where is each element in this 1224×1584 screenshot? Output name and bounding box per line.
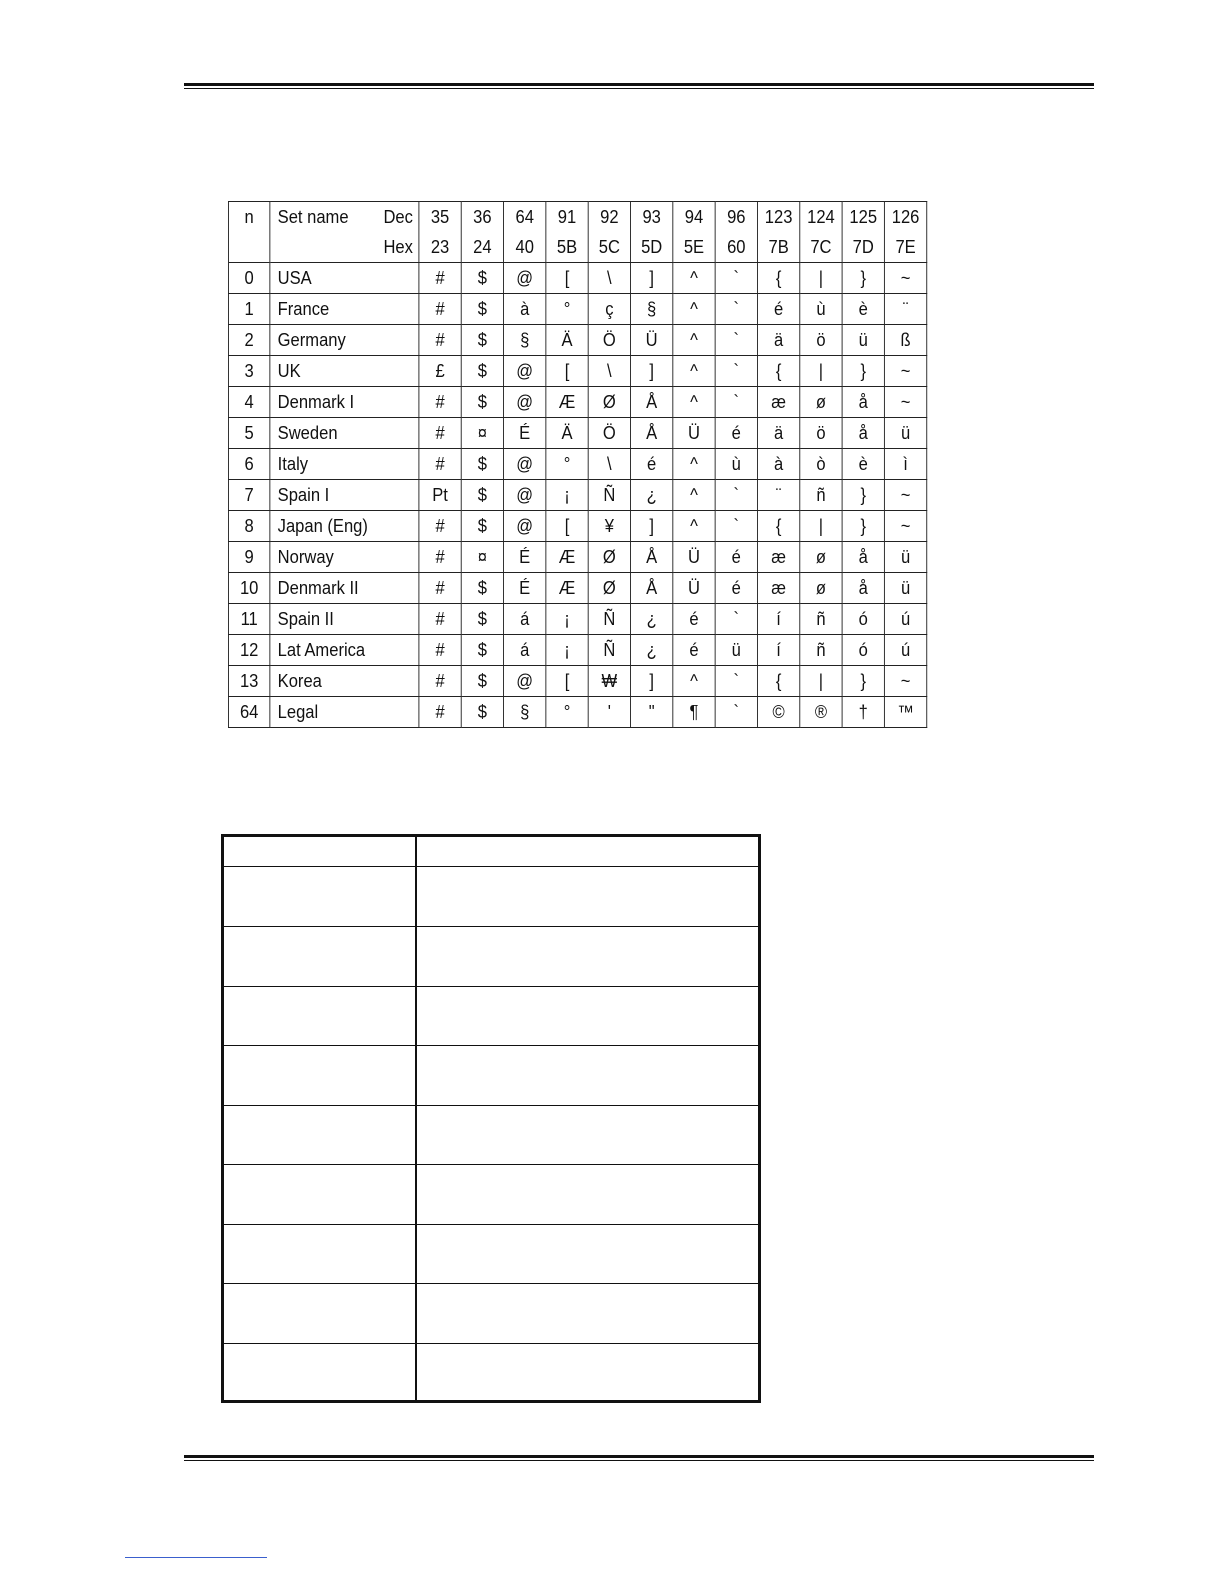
header-rule — [184, 83, 1094, 89]
set-name: Sweden — [270, 418, 419, 449]
table-row — [228, 666, 926, 697]
char-cell: ^ — [673, 356, 715, 387]
char-cell: ì — [884, 449, 926, 480]
char-cell: ^ — [673, 294, 715, 325]
char-cell: é — [715, 418, 757, 449]
char-cell: Æ — [546, 573, 588, 604]
table-row — [228, 294, 926, 325]
set-name: Italy — [270, 449, 419, 480]
table-row — [228, 356, 926, 387]
char-cell: É — [504, 573, 546, 604]
table-row — [228, 480, 926, 511]
footer-underline — [125, 1557, 267, 1558]
table-row — [228, 449, 926, 480]
char-cell: { — [757, 263, 799, 294]
char-cell: [ — [546, 263, 588, 294]
char-cell: ¡ — [546, 604, 588, 635]
header-hex-cell: 7D — [842, 232, 884, 263]
char-cell: é — [673, 635, 715, 666]
char-cell: $ — [461, 325, 503, 356]
char-cell: ₩ — [588, 666, 630, 697]
char-cell: ' — [588, 697, 630, 728]
char-cell: $ — [461, 573, 503, 604]
char-cell: Pt — [419, 480, 461, 511]
set-name: Lat America — [270, 635, 419, 666]
header-dec-cell: 64 — [504, 202, 546, 233]
char-cell: ¿ — [631, 480, 673, 511]
header-hex-cell: 40 — [504, 232, 546, 263]
blank-two-column-table — [221, 834, 761, 1403]
set-number: 2 — [228, 325, 269, 356]
row-line — [224, 866, 758, 867]
char-cell: [ — [546, 666, 588, 697]
char-cell: í — [757, 635, 799, 666]
char-cell: ` — [715, 604, 757, 635]
table-row — [228, 604, 926, 635]
row-line — [224, 986, 758, 987]
header-setname — [270, 202, 419, 233]
char-cell: ¶ — [673, 697, 715, 728]
char-cell: æ — [757, 542, 799, 573]
char-cell: # — [419, 635, 461, 666]
char-cell: \ — [588, 356, 630, 387]
char-cell: ^ — [673, 325, 715, 356]
char-cell: ö — [800, 325, 842, 356]
char-cell: ™ — [884, 697, 926, 728]
char-cell: @ — [504, 356, 546, 387]
char-cell: $ — [461, 666, 503, 697]
char-cell: é — [673, 604, 715, 635]
char-cell: ç — [588, 294, 630, 325]
char-cell: # — [419, 263, 461, 294]
char-cell: Ñ — [588, 635, 630, 666]
char-cell: | — [800, 666, 842, 697]
char-cell: ] — [631, 356, 673, 387]
char-cell: á — [504, 635, 546, 666]
char-cell: ` — [715, 511, 757, 542]
char-cell: # — [419, 511, 461, 542]
char-cell: å — [842, 573, 884, 604]
set-number: 4 — [228, 387, 269, 418]
char-cell: ü — [884, 418, 926, 449]
char-cell: ñ — [800, 635, 842, 666]
row-line — [224, 1045, 758, 1046]
char-cell: ` — [715, 480, 757, 511]
header-hex-cell: 7C — [800, 232, 842, 263]
char-cell: # — [419, 604, 461, 635]
row-line — [224, 1224, 758, 1225]
char-cell: Ü — [673, 542, 715, 573]
header-hex-cell: 5C — [588, 232, 630, 263]
char-cell: ` — [715, 697, 757, 728]
char-cell: # — [419, 573, 461, 604]
char-cell: $ — [461, 356, 503, 387]
char-cell: # — [419, 387, 461, 418]
char-cell: ~ — [884, 511, 926, 542]
char-cell: ° — [546, 449, 588, 480]
char-cell: ^ — [673, 387, 715, 418]
table-row — [228, 387, 926, 418]
set-number: 6 — [228, 449, 269, 480]
char-cell: Ö — [588, 325, 630, 356]
char-cell: ñ — [800, 480, 842, 511]
set-name: Korea — [270, 666, 419, 697]
char-cell: $ — [461, 604, 503, 635]
set-number: 5 — [228, 418, 269, 449]
header-dec-cell: 91 — [546, 202, 588, 233]
char-cell: | — [800, 356, 842, 387]
char-cell: Å — [631, 418, 673, 449]
char-cell: Ø — [588, 573, 630, 604]
char-cell: £ — [419, 356, 461, 387]
char-cell: } — [842, 263, 884, 294]
char-cell: è — [842, 449, 884, 480]
char-cell: ø — [800, 387, 842, 418]
row-line — [224, 1343, 758, 1344]
set-name: Denmark II — [270, 573, 419, 604]
set-number: 13 — [228, 666, 269, 697]
char-cell: Ñ — [588, 604, 630, 635]
char-cell: $ — [461, 480, 503, 511]
set-name: Norway — [270, 542, 419, 573]
char-cell: { — [757, 356, 799, 387]
set-name: Denmark I — [270, 387, 419, 418]
char-cell: å — [842, 387, 884, 418]
char-cell: $ — [461, 263, 503, 294]
char-cell: { — [757, 666, 799, 697]
char-cell: Ä — [546, 325, 588, 356]
char-cell: Å — [631, 387, 673, 418]
header-dec-cell: 126 — [884, 202, 926, 233]
set-number: 64 — [228, 697, 269, 728]
set-number: 8 — [228, 511, 269, 542]
char-cell: ] — [631, 263, 673, 294]
char-cell: Ø — [588, 542, 630, 573]
char-cell: ú — [884, 604, 926, 635]
set-name: Germany — [270, 325, 419, 356]
char-cell: É — [504, 542, 546, 573]
table-row — [228, 511, 926, 542]
table-row — [228, 635, 926, 666]
char-cell: ø — [800, 542, 842, 573]
char-cell: ~ — [884, 263, 926, 294]
char-cell: ¤ — [461, 542, 503, 573]
char-cell: | — [800, 511, 842, 542]
char-cell: ó — [842, 635, 884, 666]
header-dec-cell: 35 — [419, 202, 461, 233]
char-cell: ¿ — [631, 635, 673, 666]
char-cell: \ — [588, 263, 630, 294]
set-number: 11 — [228, 604, 269, 635]
column-divider — [415, 837, 417, 1400]
char-cell: Ü — [631, 325, 673, 356]
char-cell: ü — [884, 542, 926, 573]
table-row — [228, 697, 926, 728]
char-cell: ü — [884, 573, 926, 604]
row-line — [224, 926, 758, 927]
header-row-hex — [228, 232, 926, 263]
char-cell: é — [715, 573, 757, 604]
set-name: Spain I — [270, 480, 419, 511]
table-row — [228, 325, 926, 356]
char-cell: ` — [715, 387, 757, 418]
header-dec-cell: 36 — [461, 202, 503, 233]
char-cell: $ — [461, 449, 503, 480]
char-cell: ò — [800, 449, 842, 480]
char-cell: ¥ — [588, 511, 630, 542]
set-name: UK — [270, 356, 419, 387]
char-cell: ` — [715, 325, 757, 356]
char-cell: ä — [757, 418, 799, 449]
char-cell: ¡ — [546, 480, 588, 511]
char-cell: † — [842, 697, 884, 728]
international-charset-table — [228, 201, 927, 728]
char-cell: } — [842, 511, 884, 542]
char-cell: ^ — [673, 511, 715, 542]
char-cell: ^ — [673, 263, 715, 294]
char-cell: ù — [800, 294, 842, 325]
hex-label: Hex — [383, 237, 413, 257]
row-line — [224, 1164, 758, 1165]
set-name: Japan (Eng) — [270, 511, 419, 542]
set-number: 1 — [228, 294, 269, 325]
char-cell: ` — [715, 356, 757, 387]
table-row — [228, 573, 926, 604]
set-name: Spain II — [270, 604, 419, 635]
char-cell: # — [419, 697, 461, 728]
char-cell: | — [800, 263, 842, 294]
char-cell: @ — [504, 263, 546, 294]
char-cell: ¤ — [461, 418, 503, 449]
char-cell: $ — [461, 511, 503, 542]
char-cell: ó — [842, 604, 884, 635]
char-cell: $ — [461, 635, 503, 666]
char-cell: ù — [715, 449, 757, 480]
char-cell: é — [631, 449, 673, 480]
char-cell: } — [842, 480, 884, 511]
char-cell: © — [757, 697, 799, 728]
char-cell: ~ — [884, 666, 926, 697]
char-cell: § — [504, 697, 546, 728]
header-dec-cell: 92 — [588, 202, 630, 233]
char-cell: ü — [715, 635, 757, 666]
char-cell: " — [631, 697, 673, 728]
char-cell: @ — [504, 449, 546, 480]
char-cell: ] — [631, 666, 673, 697]
set-number: 10 — [228, 573, 269, 604]
char-cell: ¨ — [757, 480, 799, 511]
header-dec-cell: 125 — [842, 202, 884, 233]
char-cell: ` — [715, 666, 757, 697]
set-number: 7 — [228, 480, 269, 511]
char-cell: ß — [884, 325, 926, 356]
char-cell: [ — [546, 511, 588, 542]
header-hex-cell: 5D — [631, 232, 673, 263]
char-cell: å — [842, 542, 884, 573]
char-cell: # — [419, 325, 461, 356]
set-name: France — [270, 294, 419, 325]
header-hex-cell: 7B — [757, 232, 799, 263]
char-cell: ° — [546, 697, 588, 728]
char-cell: @ — [504, 387, 546, 418]
char-cell: } — [842, 356, 884, 387]
char-cell: # — [419, 294, 461, 325]
char-cell: à — [757, 449, 799, 480]
char-cell: # — [419, 666, 461, 697]
char-cell: Æ — [546, 387, 588, 418]
set-number: 0 — [228, 263, 269, 294]
header-row-dec — [228, 202, 926, 233]
char-cell: { — [757, 511, 799, 542]
char-cell: Ñ — [588, 480, 630, 511]
table-row — [228, 418, 926, 449]
char-cell: ä — [757, 325, 799, 356]
char-cell: í — [757, 604, 799, 635]
header-hex — [270, 232, 419, 263]
char-cell: ` — [715, 263, 757, 294]
char-cell: ^ — [673, 449, 715, 480]
table-row — [228, 542, 926, 573]
char-cell: § — [631, 294, 673, 325]
char-cell: $ — [461, 294, 503, 325]
char-cell: Å — [631, 542, 673, 573]
char-cell: à — [504, 294, 546, 325]
char-cell: ° — [546, 294, 588, 325]
char-cell: á — [504, 604, 546, 635]
set-name: Legal — [270, 697, 419, 728]
header-hex-cell: 60 — [715, 232, 757, 263]
char-cell: $ — [461, 387, 503, 418]
char-cell: \ — [588, 449, 630, 480]
header-n: n — [228, 202, 269, 263]
set-number: 9 — [228, 542, 269, 573]
char-cell: Ü — [673, 418, 715, 449]
char-cell: Ö — [588, 418, 630, 449]
char-cell: # — [419, 418, 461, 449]
char-cell: ~ — [884, 356, 926, 387]
char-cell: ü — [842, 325, 884, 356]
header-hex-cell: 7E — [884, 232, 926, 263]
char-cell: [ — [546, 356, 588, 387]
char-cell: ¨ — [884, 294, 926, 325]
char-cell: Ü — [673, 573, 715, 604]
char-cell: Ä — [546, 418, 588, 449]
row-line — [224, 1105, 758, 1106]
char-cell: } — [842, 666, 884, 697]
char-cell: ñ — [800, 604, 842, 635]
char-cell: Æ — [546, 542, 588, 573]
header-dec-cell: 96 — [715, 202, 757, 233]
char-cell: ] — [631, 511, 673, 542]
char-cell: É — [504, 418, 546, 449]
set-name: USA — [270, 263, 419, 294]
char-cell: Ø — [588, 387, 630, 418]
char-cell: å — [842, 418, 884, 449]
row-line — [224, 1283, 758, 1284]
char-cell: ^ — [673, 480, 715, 511]
char-cell: # — [419, 542, 461, 573]
set-number: 12 — [228, 635, 269, 666]
char-cell: æ — [757, 573, 799, 604]
char-cell: # — [419, 449, 461, 480]
footer-rule — [184, 1455, 1094, 1461]
set-number: 3 — [228, 356, 269, 387]
char-cell: @ — [504, 666, 546, 697]
char-cell: $ — [461, 697, 503, 728]
setname-label: Set name — [277, 207, 349, 227]
char-cell: @ — [504, 480, 546, 511]
dec-label: Dec — [383, 207, 413, 227]
char-cell: ~ — [884, 480, 926, 511]
header-hex-cell: 23 — [419, 232, 461, 263]
header-hex-cell: 24 — [461, 232, 503, 263]
char-cell: ú — [884, 635, 926, 666]
char-cell: ¡ — [546, 635, 588, 666]
char-cell: é — [757, 294, 799, 325]
char-cell: ø — [800, 573, 842, 604]
char-cell: Å — [631, 573, 673, 604]
table-row — [228, 263, 926, 294]
char-cell: § — [504, 325, 546, 356]
char-cell: ö — [800, 418, 842, 449]
header-dec-cell: 93 — [631, 202, 673, 233]
char-cell: ` — [715, 294, 757, 325]
header-hex-cell: 5E — [673, 232, 715, 263]
header-dec-cell: 94 — [673, 202, 715, 233]
char-cell: ¿ — [631, 604, 673, 635]
char-cell: ® — [800, 697, 842, 728]
header-hex-cell: 5B — [546, 232, 588, 263]
char-cell: é — [715, 542, 757, 573]
char-cell: ~ — [884, 387, 926, 418]
char-cell: è — [842, 294, 884, 325]
header-dec-cell: 124 — [800, 202, 842, 233]
char-cell: æ — [757, 387, 799, 418]
char-cell: @ — [504, 511, 546, 542]
header-dec-cell: 123 — [757, 202, 799, 233]
char-cell: ^ — [673, 666, 715, 697]
